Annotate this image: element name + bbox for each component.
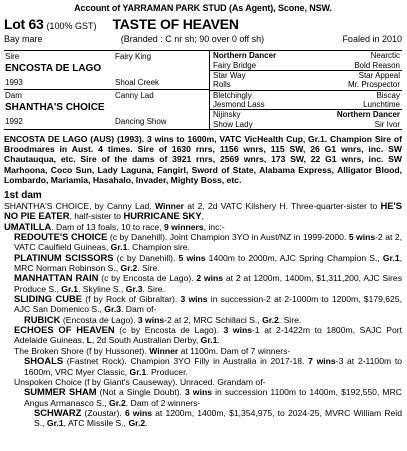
sire-label: Sire bbox=[5, 52, 20, 61]
pedigree-right bbox=[210, 51, 402, 129]
sire-cell bbox=[4, 51, 209, 90]
grand-left: Star Way bbox=[213, 70, 246, 80]
progeny-entry: SLIDING CUBE (f by Rock of Gibraltar). 3 wins in succession-2 at 2-1000m to 1200m, $179,625, AJC San Domenico S., Gr.3. Dam of- bbox=[14, 293, 402, 315]
progeny-entry: SUMMER SHAM (Not a Single Doubt). 3 wins in succession 1100m to 1400m, $192,550, MRC Angus Armanasco S., Gr.2. Dam of 2 winners- bbox=[24, 386, 402, 408]
dam-paragraph: SHANTHA'S CHOICE, by Canny Lad. Winner at 2, 2d VATC Kilshery H. Three-quarter-sister to HE'S NO PIE EATER, half-sister to HURRICANE SKY, UMATILLA. Dam of 13 foals, 10 to race, 9 winners, inc:- bbox=[4, 200, 403, 232]
grand-right: Star Appeal bbox=[358, 70, 400, 80]
grand-row bbox=[210, 120, 402, 130]
grand-left: Bletchingly bbox=[213, 90, 252, 100]
grand-left: Northern Dancer bbox=[213, 51, 277, 60]
grand-left: Show Lady bbox=[213, 119, 253, 129]
dam-sire: Canny Lad bbox=[115, 91, 154, 100]
grand-row bbox=[210, 100, 402, 110]
lot-header bbox=[4, 16, 402, 31]
horse-name: TASTE OF HEAVEN bbox=[112, 16, 239, 32]
horse-details bbox=[4, 34, 402, 44]
sire-summary: ENCOSTA DE LAGO (AUS) (1993). 3 wins to 1600m, VATC VicHealth Cup, Gr.1. Champion Sire of Broodmares in Aust. 4 times. Sire of 1630 rnrs, 1156 wnrs, 115 SW, 26 G1 wnrs, inc. SW Chautauqua, etc. Sire of the dams of 3921 rnrs, 2569 wnrs, 173 SW, 22 G1 wnrs, inc. SW Marhoona, Coco Sun, Lady Laguna, Fangirl, Sword of State, Alabama Express, Alligator Blood, Lombardo, Mariamia, Hasahalo, Invader, Mighty Boss, etc. bbox=[4, 134, 402, 185]
grand-row bbox=[210, 91, 402, 101]
grand-row bbox=[210, 61, 402, 71]
catalogue-page bbox=[4, 3, 402, 429]
grand-left: Jesmond Lass bbox=[213, 100, 265, 109]
progeny-entry: SHOALS (Fastnet Rock). Champion 3YO Filly in Australia in 2017-18. 7 wins-3 at 2-1100m to 1600m, VRC Myer Classic, Gr.1. Producer. bbox=[24, 355, 402, 377]
grand-right: Nearctic bbox=[370, 51, 400, 60]
first-dam-heading: 1st dam bbox=[4, 190, 42, 202]
grand-right: Sir Ivor bbox=[374, 119, 400, 129]
lot-number: Lot 63 bbox=[4, 16, 44, 32]
sex-color: Bay mare bbox=[4, 34, 43, 44]
grand-row bbox=[210, 71, 402, 81]
vendor-account: Account of YARRAMAN PARK STUD (As Agent), Scone, NSW. bbox=[74, 3, 332, 13]
dam-label: Dam bbox=[5, 91, 22, 100]
sire-sire: Fairy King bbox=[115, 52, 152, 61]
progeny-entry: RUBICK (Encosta de Lago). 3 wins-2 at 2, MRC Schillaci S., Gr.2. Sire. bbox=[24, 313, 302, 325]
gst-note: (100% GST) bbox=[46, 21, 97, 31]
dam-name: SHANTHA'S CHOICE bbox=[5, 102, 105, 113]
dam-year: 1992 bbox=[5, 117, 23, 126]
progeny-entry: SCHWARZ (Zoustar). 6 wins at 1200m, 1400m, $1,354,975, to 2024-25, MVRC William Reid S., Gr.1, ATC Missile S., Gr.2. bbox=[34, 406, 402, 429]
grand-row bbox=[210, 51, 402, 61]
dam-cell bbox=[4, 90, 209, 128]
grand-left: Nijinsky bbox=[213, 110, 241, 119]
pedigree-table bbox=[4, 50, 402, 130]
sire-dam: Shoal Creek bbox=[115, 78, 160, 87]
foaled: Foaled in 2010 bbox=[342, 34, 402, 44]
progeny-entry: REDOUTE'S CHOICE (c by Danehill). Joint Champion 3YO in Aust/NZ in 1999-2000. 5 wins-2 at 2, VATC Caulfield Guineas, Gr.1. Champion sire. bbox=[14, 231, 402, 253]
grand-left: Fairy Bridge bbox=[213, 60, 257, 70]
pedigree-left bbox=[4, 51, 210, 129]
grand-left: Rolls bbox=[213, 80, 231, 89]
grand-right: Biscay bbox=[376, 90, 400, 100]
sire-name: ENCOSTA DE LAGO bbox=[5, 63, 102, 74]
grand-row bbox=[210, 110, 402, 120]
grand-row bbox=[210, 80, 402, 91]
grand-right: Lunchtime bbox=[363, 100, 400, 109]
progeny-entry: Unspoken Choice (f by Giant's Causeway). Unraced. Grandam of- bbox=[14, 376, 266, 387]
grand-right: Bold Reason bbox=[354, 60, 400, 70]
progeny-entry: PLATINUM SCISSORS (c by Danehill). 5 wins 1400m to 2000m, AJC Spring Champion S., Gr.1, MRC Norman Robinson S., Gr.2. Sire. bbox=[14, 251, 402, 274]
progeny-entry: ECHOES OF HEAVEN (c by Encosta de Lago). 3 wins-1 at 2-1422m to 1800m, SAJC Port Adelaide Guineas, L, 2d South Australian Derby, Gr.1. bbox=[14, 324, 402, 346]
dam-dam: Dancing Show bbox=[115, 117, 167, 126]
progeny-entry: The Broken Shore (f by Hussonet). Winner at 1100m. Dam of 7 winners- bbox=[14, 345, 291, 356]
first-dam-text bbox=[4, 201, 402, 429]
grand-right: Mr. Prospector bbox=[347, 80, 400, 89]
brand: (Branded : C nr sh; 90 over 0 off sh) bbox=[120, 34, 265, 44]
sire-year: 1993 bbox=[5, 78, 23, 87]
progeny-entry: MANHATTAN RAIN (c by Encosta de Lago). 2 wins at 2 at 1200m, 1400m, $1,311,200, AJC Sires Produce S., Gr.1. Skyline S., Gr.3. Sire. bbox=[14, 272, 402, 294]
grand-right: Northern Dancer bbox=[336, 110, 400, 119]
